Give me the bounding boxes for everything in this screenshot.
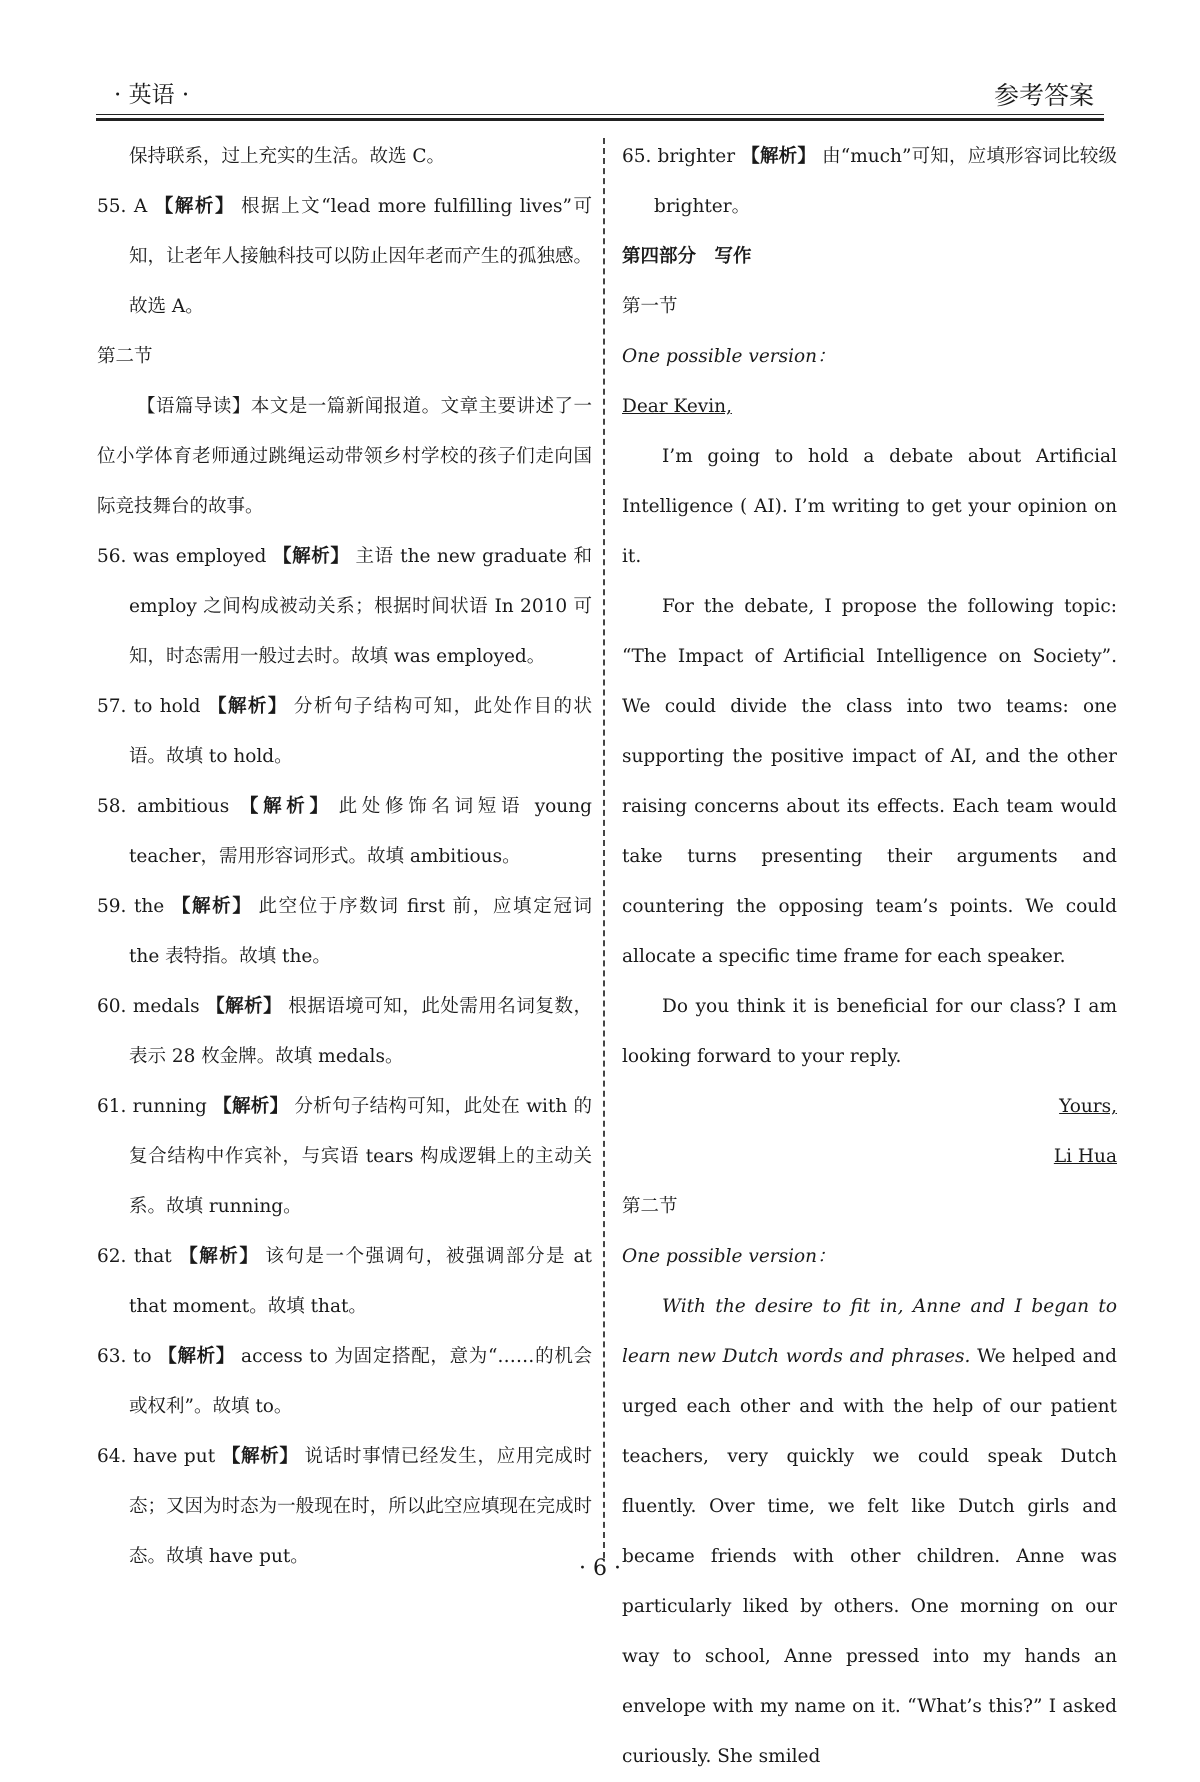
letter-paragraph: I’m going to hold a debate about Artificial Intelligence ( AI). I’m writing to get your opinion on it.: [622, 446, 1117, 567]
answer-54-continued: 保持联系，过上充实的生活。故选 C。: [129, 146, 446, 167]
page-header: [96, 72, 1104, 112]
analysis-tag: 【解析】: [177, 1246, 260, 1267]
story-text: We helped and urged each other and with the help of our patient teachers, very quickly we could speak Dutch fluently. Over time, we felt like Dutch girls and became friends with other children. Anne was particularly liked by others. One morning on our way to school, Anne pressed into my hands an envelope with my name on it. “What’s this?” I asked curiously. She smiled: [622, 1346, 1118, 1767]
page-number: · 6 ·: [579, 1556, 621, 1581]
answer-number: 55. A: [97, 196, 148, 217]
header-title: 参考答案: [993, 81, 1094, 110]
answer-number: 60. medals: [97, 996, 200, 1017]
column-divider: [603, 138, 605, 1558]
answer-text: 根据上文“lead more fulfilling lives”可知，让老年人接触科技可以防止因年老而产生的孤独感。故选 A。: [129, 196, 592, 317]
left-column: [97, 132, 592, 1582]
letter-paragraph: Do you think it is beneficial for our class? I am looking forward to your reply.: [622, 996, 1117, 1067]
answer-56: [97, 532, 592, 682]
analysis-tag: 【解析】: [741, 146, 817, 167]
analysis-tag: 【解析】: [212, 1096, 289, 1117]
answer-63: [97, 1332, 592, 1432]
version-label: One possible version：: [622, 346, 836, 367]
answer-number: 57. to hold: [97, 696, 201, 717]
closing-text: Yours,: [1059, 1096, 1117, 1117]
section-heading: 第二节: [97, 346, 153, 367]
right-column: [622, 132, 1117, 1782]
analysis-tag: 【解析】: [157, 1346, 236, 1367]
answer-text: 由“much”可知，应填形容词比较级 brighter。: [654, 146, 1118, 217]
answer-text: 此处修饰名词短语 young teacher，需用形容词形式。故填 ambitious。: [129, 796, 592, 867]
analysis-tag: 【解析】: [206, 696, 288, 717]
letter-closing: [622, 1082, 1117, 1132]
answer-65: [622, 132, 1117, 232]
letter-salutation: [622, 382, 1117, 432]
letter-paragraph: For the debate, I propose the following topic: “The Impact of Artificial Intelligence on Society”. We could divide the class into two teams: one supporting the positive impact of AI, and the other raising concerns about its effects. Each team would take turns presenting their arguments and countering the opposing team’s points. We could allocate a specific time frame for each speaker.: [622, 596, 1117, 967]
answer-58: [97, 782, 592, 882]
answer-61: [97, 1082, 592, 1232]
answer-number: 62. that: [97, 1246, 172, 1267]
analysis-tag: 【解析】: [170, 896, 253, 917]
answer-text: access to 为固定搭配，意为“……的机会或权利”。故填 to。: [129, 1346, 593, 1417]
answer-55: [97, 182, 592, 332]
analysis-tag: 【解析】: [272, 546, 350, 567]
header-rule-thin: [96, 114, 1104, 115]
letter-signature: [622, 1132, 1117, 1182]
answer-number: 56. was employed: [97, 546, 267, 567]
answer-number: 59. the: [97, 896, 165, 917]
salutation-text: Dear Kevin,: [622, 396, 732, 417]
answer-number: 61. running: [97, 1096, 207, 1117]
answer-62: [97, 1232, 592, 1332]
answer-text: 根据语境可知，此处需用名词复数，表示 28 枚金牌。故填 medals。: [129, 996, 592, 1067]
answer-60: [97, 982, 592, 1082]
part-heading: 第四部分 写作: [622, 246, 752, 267]
header-rule-thick: [96, 118, 1104, 121]
analysis-tag: 【解析】: [235, 796, 333, 817]
signature-text: Li Hua: [1053, 1146, 1117, 1167]
answer-number: 63. to: [97, 1346, 152, 1367]
passage-intro: 【语篇导读】本文是一篇新闻报道。文章主要讲述了一位小学体育老师通过跳绳运动带领乡村学校的孩子们走向国际竞技舞台的故事。: [97, 396, 592, 517]
story-lead: With the desire to fit in, Anne and I began to learn new Dutch words and phrases.: [622, 1296, 1117, 1367]
analysis-tag: 【解析】: [153, 196, 235, 217]
answer-text: 分析句子结构可知，此处在 with 的复合结构中作宾补，与宾语 tears 构成逻辑上的主动关系。故填 running。: [129, 1096, 592, 1217]
answer-text: 该句是一个强调句，被强调部分是 at that moment。故填 that。: [129, 1246, 592, 1317]
answer-text: 此空位于序数词 first 前，应填定冠词 the 表特指。故填 the。: [129, 896, 592, 967]
answer-text: 说话时事情已经发生，应用完成时态；又因为时态为一般现在时，所以此空应填现在完成时态。故填 have put。: [129, 1446, 592, 1567]
section-heading: 第一节: [622, 296, 678, 317]
answer-number: 58. ambitious: [97, 796, 230, 817]
story-paragraph: [622, 1282, 1117, 1782]
answer-text: 分析句子结构可知，此处作目的状语。故填 to hold。: [129, 696, 592, 767]
section-heading: 第二节: [622, 1196, 678, 1217]
answer-59: [97, 882, 592, 982]
answer-number: 65. brighter: [622, 146, 736, 167]
subject-label: · 英语 ·: [114, 82, 190, 108]
analysis-tag: 【解析】: [205, 996, 283, 1017]
answer-text: 主语 the new graduate 和 employ 之间构成被动关系；根据时间状语 In 2010 可知，时态需用一般过去时。故填 was employed。: [129, 546, 592, 667]
answer-number: 64. have put: [97, 1446, 216, 1467]
version-label: One possible version：: [622, 1246, 836, 1267]
answer-57: [97, 682, 592, 782]
analysis-tag: 【解析】: [221, 1446, 299, 1467]
